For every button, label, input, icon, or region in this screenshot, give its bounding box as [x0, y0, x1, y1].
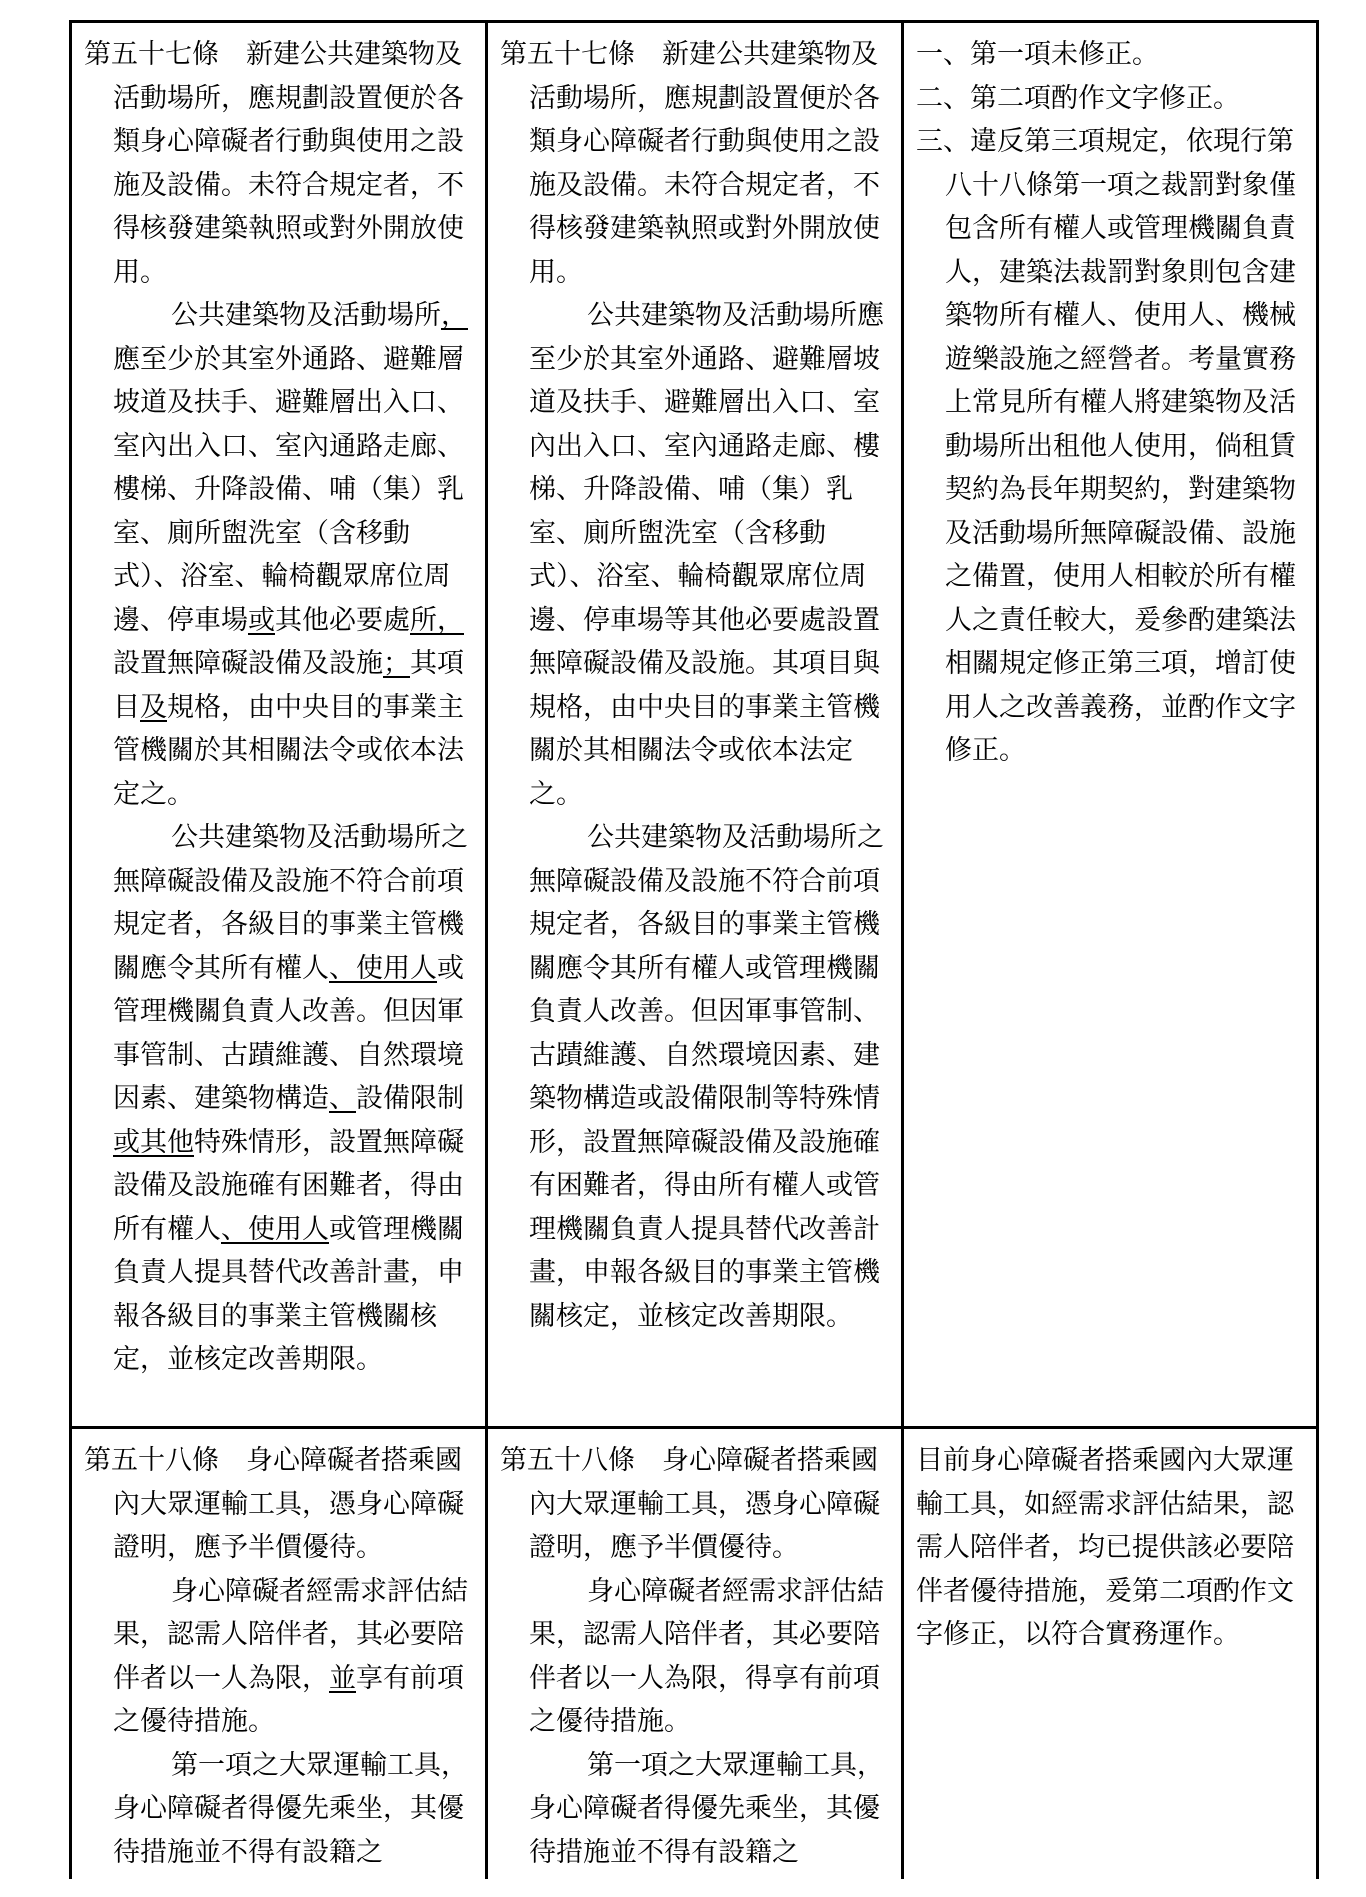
amended-underline-text: 、使用人: [221, 1213, 329, 1245]
text-segment: 第五十八條 身心障礙者搭乘國內大眾運輸工具，憑身心障礙證明，應予半價優待。: [84, 1445, 464, 1563]
table-row: [71, 22, 1318, 1428]
amended-underline-text: 或其他: [113, 1126, 194, 1158]
explanation-cell: [903, 1428, 1318, 1880]
text-segment: 三、違反第三項規定，依現行第八十八條第一項之裁罰對象僅包含所有權人或管理機關負責人，建築法裁罰對象則包含建築物所有權人、使用人、機械遊樂設施之經營者。考量實務上常見所有權人將建築物及活動場所出租他人使用，倘租賃契約為長年期契約，對建築物及活動場所無障礙設備、設施之備置，使用人相較於所有權人之責任較大，爰參酌建築法相關規定修正第三項，增訂使用人之改善義務，並酌作文字修正。: [916, 126, 1296, 766]
text-segment: 或管理機關負責人改善。但因軍事管制、古蹟維護、自然環境因素、建築物構造: [113, 952, 464, 1114]
paragraph: [84, 816, 473, 1382]
paragraph: [500, 1570, 889, 1744]
text-segment: 第五十七條 新建公共建築物及活動場所，應規劃設置便於各類身心障礙者行動與使用之設施及設備。未符合規定者，不得核發建築執照或對外開放使用。: [84, 39, 464, 288]
explanation-cell: [903, 22, 1318, 1428]
current-text-cell: [487, 1428, 903, 1880]
text-segment: 規格，由中央目的事業主管機關於其相關法令或依本法定之。: [113, 691, 464, 810]
amended-underline-text: 及: [140, 691, 167, 723]
paragraph: [916, 1439, 1304, 1657]
amended-underline-text: 、: [329, 1083, 356, 1114]
text-segment: 第一項之大眾運輸工具，身心障礙者得優先乘坐，其優待措施並不得有設籍之: [529, 1749, 884, 1868]
text-segment: 享有前項之優待措施。: [113, 1662, 464, 1737]
amended-underline-text: 或: [248, 604, 275, 636]
amended-text-cell: [71, 22, 487, 1428]
paragraph: [84, 1570, 473, 1744]
text-segment: 特殊情形，設置無障礙設備及設施確有困難者，得由所有權人: [113, 1126, 464, 1245]
amended-underline-text: 並: [329, 1662, 356, 1694]
text-segment: 公共建築物及活動場所之無障礙設備及設施不符合前項規定者，各級目的事業主管機關應令其所有權人: [113, 822, 468, 984]
text-segment: 身心障礙者經需求評估結果，認需人陪伴者，其必要陪伴者以一人為限，: [113, 1575, 468, 1694]
text-segment: 公共建築物及活動場所: [171, 300, 441, 331]
comparison-table: [69, 20, 1319, 1879]
text-segment: 二、第二項酌作文字修正。: [916, 82, 1240, 114]
text-segment: 公共建築物及活動場所應至少於其室外通路、避難層坡道及扶手、避難層出入口、室內出入口、室內通路走廊、樓梯、升降設備、哺（集）乳室、廁所盥洗室（含移動式）、浴室、輪椅觀眾席位周邊、停車場等其他必要處設置無障礙設備及設施。其項目與規格，由中央目的事業主管機關於其相關法令或依本法定之。: [529, 300, 884, 810]
paragraph: [84, 1744, 473, 1875]
text-segment: 第五十七條 新建公共建築物及活動場所，應規劃設置便於各類身心障礙者行動與使用之設施及設備。未符合規定者，不得核發建築執照或對外開放使用。: [500, 39, 880, 288]
paragraph: [500, 294, 889, 816]
text-segment: 其項目: [113, 648, 464, 723]
text-segment: 設備限制: [356, 1083, 464, 1114]
text-segment: 身心障礙者經需求評估結果，認需人陪伴者，其必要陪伴者以一人為限，得享有前項之優待措施。: [529, 1575, 884, 1737]
text-segment: 目前身心障礙者搭乘國內大眾運輸工具，如經需求評估結果，認需人陪伴者，均已提供該必要陪伴者優待措施，爰第二項酌作文字修正，以符合實務運作。: [916, 1445, 1294, 1650]
table-row: [71, 1428, 1318, 1880]
text-segment: 或管理機關負責人提具替代改善計畫，申報各級目的事業主管機關核定，並核定改善期限。: [113, 1213, 464, 1375]
paragraph: [500, 33, 889, 294]
text-segment: 應至少於其室外通路、避難層坡道及扶手、避難層出入口、室內出入口、室內通路走廊、樓梯、升降設備、哺（集）乳室、廁所盥洗室（含移動式）、浴室、輪椅觀眾席位周邊、停車場: [113, 343, 464, 636]
amended-underline-text: 所，: [410, 604, 464, 636]
paragraph: [84, 1439, 473, 1570]
amended-text-cell: [71, 1428, 487, 1880]
text-segment: 第五十八條 身心障礙者搭乘國內大眾運輸工具，憑身心障礙證明，應予半價優待。: [500, 1445, 880, 1563]
paragraph: [500, 816, 889, 1338]
paragraph: [84, 294, 473, 816]
current-text-cell: [487, 22, 903, 1428]
text-segment: 一、第一項未修正。: [916, 39, 1159, 70]
text-segment: 第一項之大眾運輸工具，身心障礙者得優先乘坐，其優待措施並不得有設籍之: [113, 1749, 468, 1868]
paragraph: [916, 120, 1304, 773]
paragraph: [500, 1744, 889, 1875]
text-segment: 其他必要處: [275, 604, 410, 636]
amended-underline-text: ；: [383, 648, 410, 679]
amended-underline-text: ，: [441, 300, 468, 331]
text-segment: 設置無障礙設備及設施: [113, 648, 383, 679]
paragraph: [84, 33, 473, 294]
amended-underline-text: 、使用人: [329, 952, 437, 984]
paragraph: [916, 33, 1304, 77]
paragraph: [500, 1439, 889, 1570]
paragraph: [916, 77, 1304, 121]
text-segment: 公共建築物及活動場所之無障礙設備及設施不符合前項規定者，各級目的事業主管機關應令其所有權人或管理機關負責人改善。但因軍事管制、古蹟維護、自然環境因素、建築物構造或設備限制等特殊情形，設置無障礙設備及設施確有困難者，得由所有權人或管理機關負責人提具替代改善計畫，申報各級目的事業主管機關核定，並核定改善期限。: [529, 822, 884, 1332]
